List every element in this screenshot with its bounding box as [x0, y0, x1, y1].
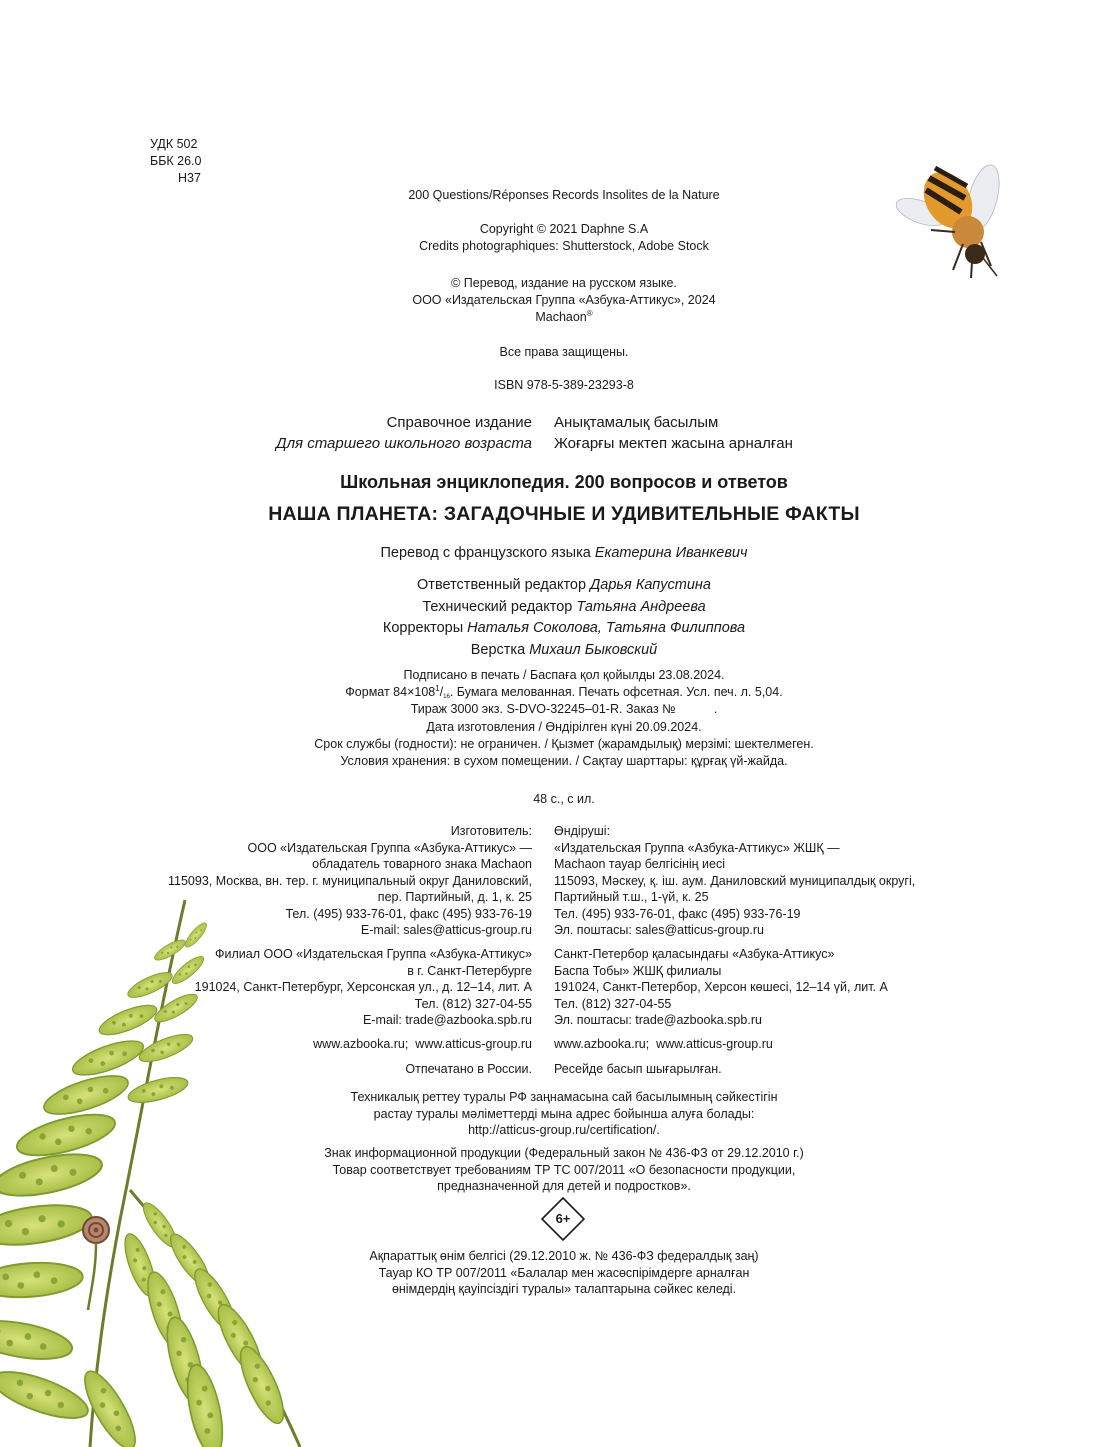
edition-type-kz: Анықтамалық басылым	[554, 414, 719, 431]
isbn: ISBN 978-5-389-23293-8	[494, 378, 634, 392]
audience-ru: Для старшего школьного возраста	[276, 435, 532, 452]
branch-line: Тел. (812) 327-04-55	[554, 996, 672, 1011]
translator-role: Перевод с французского языка	[380, 545, 591, 561]
branch-line: 191024, Санкт-Петербор, Херсон көшесі, 12–14 үй, лит. А	[554, 980, 888, 994]
printed-kz: Ресейде басып шығарылған.	[554, 1062, 722, 1076]
author-mark: Н37	[178, 171, 201, 185]
branch-line: Баспа Тобы» ЖШҚ филиалы	[554, 963, 722, 978]
shelf-life: Срок службы (годности): не ограничен. / Қызмет (жарамдылық) мерзімі: шектелмеген.	[314, 736, 814, 751]
staff-role: Технический редактор	[422, 598, 573, 615]
certification-line: растау туралы мәліметтерді мына адрес бойынша алуға болады:	[373, 1106, 755, 1121]
age-rating: 6+	[555, 1211, 571, 1226]
staff-list	[0, 575, 1100, 661]
branch-line: Эл. поштасы: trade@azbooka.spb.ru	[554, 1013, 762, 1027]
run-line: Тираж 3000 экз. S-DVO-32245–01-R. Заказ № .	[410, 702, 718, 717]
manufacturer-line: Тел. (495) 933-76-01, факс (495) 933-76-19	[285, 906, 532, 921]
manufacturer-line: Изготовитель:	[450, 824, 532, 838]
photo-credits: Credits photographiques: Shutterstock, Adobe Stock	[419, 239, 709, 253]
format-rest: . Бумага мелованная. Печать офсетная. Усл. печ. л. 5,04.	[449, 685, 783, 700]
branch-line: Тел. (812) 327-04-55	[414, 996, 532, 1011]
info-sign-line: Знак информационной продукции (Федеральный закон № 436-ФЗ от 29.12.2010 г.)	[324, 1146, 804, 1160]
audience-kz: Жоғарғы мектеп жасына арналған	[554, 435, 793, 452]
print-info	[0, 667, 1100, 770]
signed-date: Подписано в печать / Баспаға қол қойылды 23.08.2024.	[403, 668, 725, 682]
manufacturer-line: Тел. (495) 933-76-01, факс (495) 933-76-19	[554, 906, 801, 921]
publisher-line: ООО «Издательская Группа «Азбука-Аттикус», 2024	[412, 293, 716, 307]
rights: Все права защищены.	[499, 345, 629, 359]
manufacturer-line: E-mail: sales@atticus-group.ru	[360, 923, 532, 937]
manufacturer-line: пер. Партийный, д. 1, к. 25	[377, 890, 532, 904]
pages-count: 48 с., с ил.	[533, 792, 595, 806]
format-num: 1	[435, 684, 440, 694]
book-title: НАША ПЛАНЕТА: ЗАГАДОЧНЫЕ И УДИВИТЕЛЬНЫЕ ФАКТЫ	[268, 503, 860, 525]
printed-ru: Отпечатано в России.	[405, 1062, 532, 1076]
manufacturer-kz	[554, 823, 1100, 939]
websites-ru: www.azbooka.ru; www.atticus-group.ru	[313, 1037, 532, 1051]
info-sign-line: өнімдердің қауіпсіздігі туралы» талаптарына сәйкес келеді.	[391, 1282, 737, 1296]
websites-block	[0, 1036, 1100, 1053]
certification-block	[0, 1089, 1100, 1139]
manufacturer-line: Партийный т.ш., 1-үй, к. 25	[554, 890, 709, 904]
manufacturer-line: Machaon тауар белгісінің иесі	[554, 857, 726, 871]
staff-name: Дарья Капустина	[590, 577, 711, 593]
branch-line: Филиал ООО «Издательская Группа «Азбука-Аттикус»	[215, 947, 532, 961]
manufacturer-line: обладатель товарного знака Machaon	[312, 857, 532, 871]
staff-role: Верстка	[470, 641, 526, 658]
edition-block	[0, 412, 1100, 454]
manufacturer-line: ООО «Издательская Группа «Азбука-Аттикус» —	[247, 840, 532, 855]
staff-item	[0, 575, 1100, 597]
staff-item	[0, 597, 1100, 619]
info-sign-line: предназначенной для детей и подростков».	[437, 1179, 691, 1193]
info-sign-line: Тауар КО ТР 007/2011 «Балалар мен жасөспірімдерге арналған	[378, 1265, 750, 1280]
staff-role: Корректоры	[382, 620, 464, 636]
brand-line	[0, 309, 1100, 326]
format-line: Формат $84\times 108^1/_{16}$. Бумага мелованная. Печать офсетная. Усл. печ. л. 5,04.	[345, 684, 783, 701]
staff-name: Наталья Соколова, Татьяна Филиппова	[467, 620, 746, 636]
manufactured-date: Дата изготовления / Өндірілген күні 20.09.2024.	[426, 719, 702, 734]
staff-item	[0, 640, 1100, 662]
info-sign-line: Ақпараттық өнім белгісі (29.12.2010 ж. № 436-ФЗ федералдық заң)	[369, 1249, 759, 1263]
info-sign-line: Товар соответствует требованиям ТР ТС 007/2011 «О безопасности продукции,	[332, 1162, 796, 1177]
staff-name: Михаил Быковский	[529, 641, 658, 658]
registered-mark: ®	[586, 309, 593, 318]
translator-name: Екатерина Иванкевич	[594, 545, 748, 561]
age-rating-badge	[541, 1197, 585, 1241]
info-sign-ru	[0, 1145, 1100, 1195]
copyright: Copyright © 2021 Daphne S.A	[479, 222, 649, 236]
manufacturer-line: 115093, Мәскеу, қ. іш. аум. Даниловский муниципалдық округі,	[554, 873, 916, 888]
udk-code: УДК 502	[150, 137, 198, 151]
certification-line: http://atticus-group.ru/certification/.	[468, 1123, 660, 1137]
brand: Machaon	[535, 310, 587, 324]
series-title: Школьная энциклопедия. 200 вопросов и ответов	[340, 472, 788, 492]
certification-line: Техникалық реттеу туралы РФ заңнамасына сай басылымның сәйкестігін	[350, 1090, 778, 1104]
staff-role: Ответственный редактор	[417, 577, 587, 593]
staff-item	[0, 618, 1100, 640]
manufacturer-line: «Издательская Группа «Азбука-Аттикус» ЖШҚ —	[554, 840, 840, 855]
manufacturer-block	[0, 823, 1100, 939]
original-title: 200 Questions/Réponses Records Insolites de la Nature	[408, 188, 720, 202]
translation-rights: © Перевод, издание на русском языке.	[451, 276, 677, 290]
info-sign-kz	[0, 1248, 1100, 1298]
manufacturer-line: 115093, Москва, вн. тер. г. муниципальный округ Даниловский,	[168, 873, 532, 888]
manufacturer-line: Эл. поштасы: sales@atticus-group.ru	[554, 923, 764, 937]
format-den: 16	[443, 694, 450, 701]
branch-line: 191024, Санкт-Петербург, Херсонская ул., д. 12–14, лит. А	[194, 980, 532, 994]
format-prefix: Формат 84×108	[345, 685, 436, 700]
edition-type-ru: Справочное издание	[386, 414, 532, 431]
branch-ru	[0, 946, 554, 1029]
printed-block	[0, 1061, 1100, 1078]
translator-line	[0, 543, 1100, 565]
branch-block	[0, 946, 1100, 1029]
manufacturer-line: Өндіруші:	[554, 824, 611, 838]
manufacturer-ru	[0, 823, 554, 939]
bbk-code: ББК 26.0	[150, 154, 202, 168]
staff-name: Татьяна Андреева	[576, 598, 706, 615]
branch-line: E-mail: trade@azbooka.spb.ru	[362, 1013, 532, 1027]
library-codes	[150, 136, 202, 187]
branch-line: в г. Санкт-Петербурге	[407, 963, 532, 978]
websites-kz: www.azbooka.ru; www.atticus-group.ru	[554, 1037, 773, 1051]
storage: Условия хранения: в сухом помещении. / Сақтау шарттары: құрғақ үй-жайда.	[340, 754, 788, 769]
branch-kz	[554, 946, 1100, 1029]
branch-line: Санкт-Петербор қаласындағы «Азбука-Аттикус»	[554, 947, 835, 961]
